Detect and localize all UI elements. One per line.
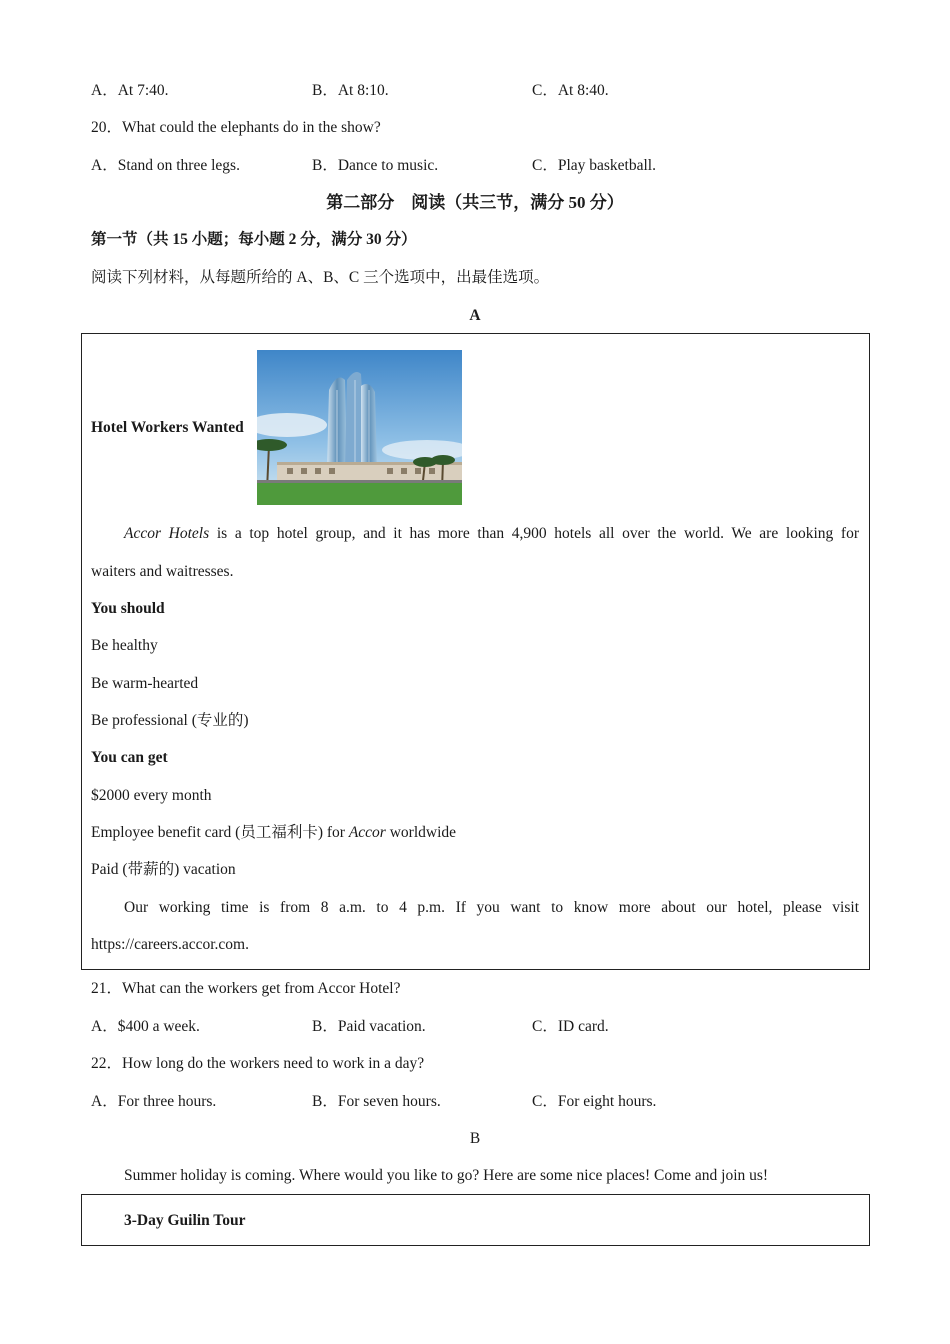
ad-website: https://careers.accor.com. [91,936,249,953]
q20-question: 20．What could the elephants do in the show? [91,119,381,136]
passage-b-intro: Summer holiday is coming. Where would you like to go? Here are some nice places! Come and join us! [124,1167,769,1184]
q19-option-c: C．At 8:40. [532,82,609,99]
q21-option-b: B．Paid vacation. [312,1018,426,1035]
tour1-title: 3-Day Guilin Tour [124,1212,246,1229]
q22-option-b: B．For seven hours. [312,1093,441,1110]
accor-hotels-brand: Accor Hotels [124,525,210,542]
q20-option-b: B．Dance to music. [312,157,439,174]
should-item-3: Be professional (专业的) [91,712,249,729]
q19-option-b: B．At 8:10. [312,82,389,99]
q21-option-a: A．$400 a week. [91,1018,200,1035]
should-item-1: Be healthy [91,637,158,654]
q20-option-a: A．Stand on three legs. [91,157,240,174]
get-item-1: $2000 every month [91,787,212,804]
ad-heading: Hotel Workers Wanted [91,419,244,436]
ad-closing-line1: Our working time is from 8 a.m. to 4 p.m. If you want to know more about our hotel, please visit [124,899,859,916]
ad-intro-line2: waiters and waitresses. [91,563,234,580]
passage-a-label: A [469,307,481,324]
passage-b-label: B [469,1130,481,1147]
q19-option-a: A．At 7:40. [91,82,169,99]
instructions: 阅读下列材料，从每题所给的 A、B、C 三个选项中，出最佳选项。 [91,269,550,286]
get-heading: You can get [91,749,168,766]
q21-question: 21．What can the workers get from Accor Hotel? [91,980,401,997]
get-item-2: Employee benefit card (员工福利卡) for Accor worldwide [91,824,457,841]
section1-title: 第一节（共 15 小题；每小题 2 分，满分 30 分） [91,231,417,248]
q22-option-a: A．For three hours. [91,1093,217,1110]
get-item-3: Paid (带薪的) vacation [91,861,236,878]
hotel-tower-photo [257,350,462,505]
q22-option-c: C．For eight hours. [532,1093,657,1110]
q22-question: 22．How long do the workers need to work in a day? [91,1055,425,1072]
should-item-2: Be warm-hearted [91,675,199,692]
q20-option-c: C．Play basketball. [532,157,656,174]
should-heading: You should [91,600,165,617]
part2-title: 第二部分 阅读（共三节，满分 50 分） [326,193,624,212]
ad-intro-line1: Accor Hotels is a top hotel group, and it has more than 4,900 hotels all over the world. We are looking for [124,525,859,542]
q21-option-c: C．ID card. [532,1018,609,1035]
